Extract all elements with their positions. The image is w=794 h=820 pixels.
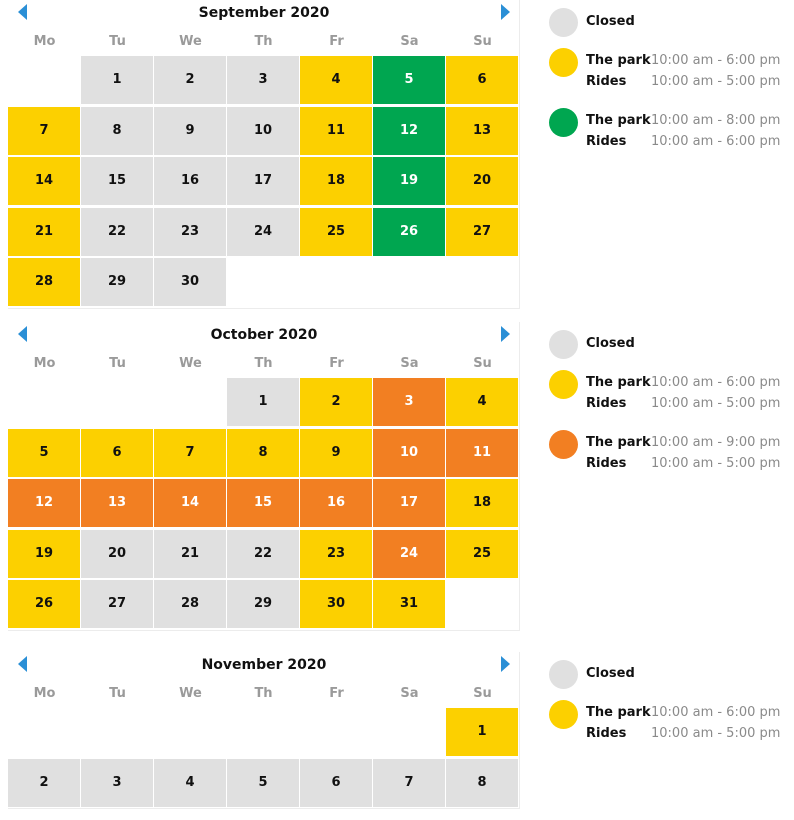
weekday-label: Mo — [33, 356, 56, 371]
day-cell[interactable]: 29 — [227, 580, 299, 628]
legend-color-dot — [549, 48, 578, 77]
day-cell[interactable]: 6 — [300, 759, 372, 807]
day-cell[interactable]: 12 — [373, 107, 445, 155]
day-cell[interactable]: 8 — [81, 107, 153, 155]
day-cell[interactable]: 18 — [446, 479, 518, 527]
legend-park-label: The park — [586, 375, 651, 390]
day-cell[interactable]: 9 — [300, 429, 372, 477]
day-cell[interactable]: 10 — [227, 107, 299, 155]
legend-park-label: The park — [586, 53, 651, 68]
day-cell[interactable]: 11 — [446, 429, 518, 477]
day-cell[interactable]: 30 — [154, 258, 226, 306]
weekday-label: Tu — [109, 34, 126, 49]
weekday-label: We — [179, 686, 202, 701]
legend-park-label: The park — [586, 113, 651, 128]
day-cell[interactable]: 25 — [446, 530, 518, 578]
day-cell[interactable]: 4 — [300, 56, 372, 104]
legend-rides-label: Rides — [586, 134, 627, 149]
weekday-label: Sa — [400, 356, 419, 371]
day-cell[interactable]: 7 — [154, 429, 226, 477]
day-cell[interactable]: 6 — [446, 56, 518, 104]
day-cell[interactable]: 7 — [8, 107, 80, 155]
month-calendar — [8, 652, 520, 809]
legend-rides-time: 10:00 am - 5:00 pm — [651, 396, 781, 411]
legend-rides-label: Rides — [586, 74, 627, 89]
day-cell[interactable]: 23 — [154, 208, 226, 256]
weekday-label: Tu — [109, 356, 126, 371]
weekday-label: Fr — [329, 686, 344, 701]
day-cell[interactable]: 28 — [8, 258, 80, 306]
legend-rides-time: 10:00 am - 5:00 pm — [651, 74, 781, 89]
legend-label: Closed — [586, 14, 635, 29]
legend-rides-label: Rides — [586, 456, 627, 471]
month-calendar — [8, 322, 520, 631]
day-cell[interactable]: 1 — [81, 56, 153, 104]
day-cell[interactable]: 29 — [81, 258, 153, 306]
day-cell[interactable]: 2 — [300, 378, 372, 426]
day-cell[interactable]: 30 — [300, 580, 372, 628]
legend-park-time: 10:00 am - 6:00 pm — [651, 53, 781, 68]
weekday-label: Sa — [400, 686, 419, 701]
day-cell[interactable]: 16 — [154, 157, 226, 205]
day-cell[interactable]: 27 — [446, 208, 518, 256]
legend-rides-time: 10:00 am - 6:00 pm — [651, 134, 781, 149]
legend-color-dot — [549, 370, 578, 399]
legend-color-dot — [549, 330, 578, 359]
day-cell[interactable]: 13 — [81, 479, 153, 527]
day-cell[interactable]: 19 — [373, 157, 445, 205]
month-border — [8, 652, 520, 809]
weekday-label: Su — [473, 356, 492, 371]
weekday-label: We — [179, 34, 202, 49]
day-cell[interactable]: 1 — [227, 378, 299, 426]
legend-park-time: 10:00 am - 6:00 pm — [651, 375, 781, 390]
day-cell[interactable]: 10 — [373, 429, 445, 477]
legend-rides-time: 10:00 am - 5:00 pm — [651, 726, 781, 741]
legend-park-label: The park — [586, 705, 651, 720]
day-cell[interactable]: 2 — [154, 56, 226, 104]
day-cell[interactable]: 13 — [446, 107, 518, 155]
day-cell[interactable]: 5 — [227, 759, 299, 807]
day-cell[interactable]: 5 — [8, 429, 80, 477]
day-cell[interactable]: 18 — [300, 157, 372, 205]
day-cell[interactable]: 28 — [154, 580, 226, 628]
legend-color-dot — [549, 430, 578, 459]
day-cell[interactable]: 20 — [446, 157, 518, 205]
legend-label: Closed — [586, 336, 635, 351]
month-border — [8, 0, 520, 309]
day-cell[interactable]: 25 — [300, 208, 372, 256]
day-cell[interactable]: 17 — [373, 479, 445, 527]
legend-color-dot — [549, 660, 578, 689]
legend-rides-label: Rides — [586, 726, 627, 741]
legend-park-label: The park — [586, 435, 651, 450]
day-cell[interactable]: 9 — [154, 107, 226, 155]
day-cell[interactable]: 3 — [227, 56, 299, 104]
day-cell[interactable]: 24 — [227, 208, 299, 256]
day-cell[interactable]: 24 — [373, 530, 445, 578]
weekday-label: Th — [254, 686, 273, 701]
day-cell[interactable]: 22 — [81, 208, 153, 256]
day-cell[interactable]: 3 — [373, 378, 445, 426]
day-cell[interactable]: 27 — [81, 580, 153, 628]
weekday-label: Th — [254, 34, 273, 49]
weekday-label: Su — [473, 34, 492, 49]
month-calendar — [8, 0, 520, 309]
day-cell[interactable]: 4 — [446, 378, 518, 426]
day-cell[interactable]: 12 — [8, 479, 80, 527]
month-title: September 2020 — [198, 5, 330, 21]
day-cell[interactable]: 17 — [227, 157, 299, 205]
legend-color-dot — [549, 108, 578, 137]
weekday-label: Sa — [400, 34, 419, 49]
day-cell[interactable]: 6 — [81, 429, 153, 477]
day-cell[interactable]: 15 — [227, 479, 299, 527]
legend-label: Closed — [586, 666, 635, 681]
weekday-label: Fr — [329, 34, 344, 49]
legend-color-dot — [549, 700, 578, 729]
day-cell[interactable]: 26 — [373, 208, 445, 256]
month-title: November 2020 — [201, 657, 327, 673]
day-cell[interactable]: 14 — [154, 479, 226, 527]
day-cell[interactable]: 26 — [8, 580, 80, 628]
weekday-label: Mo — [33, 34, 56, 49]
day-cell[interactable]: 19 — [8, 530, 80, 578]
day-cell[interactable]: 21 — [8, 208, 80, 256]
legend-rides-time: 10:00 am - 5:00 pm — [651, 456, 781, 471]
day-cell[interactable]: 8 — [227, 429, 299, 477]
legend-park-time: 10:00 am - 6:00 pm — [651, 705, 781, 720]
legend-rides-label: Rides — [586, 396, 627, 411]
day-cell[interactable]: 4 — [154, 759, 226, 807]
weekday-label: We — [179, 356, 202, 371]
legend-park-time: 10:00 am - 9:00 pm — [651, 435, 781, 450]
month-border — [8, 322, 520, 631]
weekday-label: Fr — [329, 356, 344, 371]
day-cell[interactable]: 8 — [446, 759, 518, 807]
day-cell[interactable]: 1 — [446, 708, 518, 756]
day-cell[interactable]: 20 — [81, 530, 153, 578]
day-cell[interactable]: 31 — [373, 580, 445, 628]
legend-color-dot — [549, 8, 578, 37]
day-cell[interactable]: 11 — [300, 107, 372, 155]
weekday-label: Mo — [33, 686, 56, 701]
day-cell[interactable]: 7 — [373, 759, 445, 807]
day-cell[interactable]: 14 — [8, 157, 80, 205]
weekday-label: Th — [254, 356, 273, 371]
day-cell[interactable]: 23 — [300, 530, 372, 578]
day-cell[interactable]: 22 — [227, 530, 299, 578]
weekday-label: Su — [473, 686, 492, 701]
day-cell[interactable]: 21 — [154, 530, 226, 578]
day-cell[interactable]: 16 — [300, 479, 372, 527]
weekday-label: Tu — [109, 686, 126, 701]
day-cell[interactable]: 15 — [81, 157, 153, 205]
month-title: October 2020 — [210, 327, 318, 343]
day-cell[interactable]: 5 — [373, 56, 445, 104]
day-cell[interactable]: 3 — [81, 759, 153, 807]
day-cell[interactable]: 2 — [8, 759, 80, 807]
legend-park-time: 10:00 am - 8:00 pm — [651, 113, 781, 128]
